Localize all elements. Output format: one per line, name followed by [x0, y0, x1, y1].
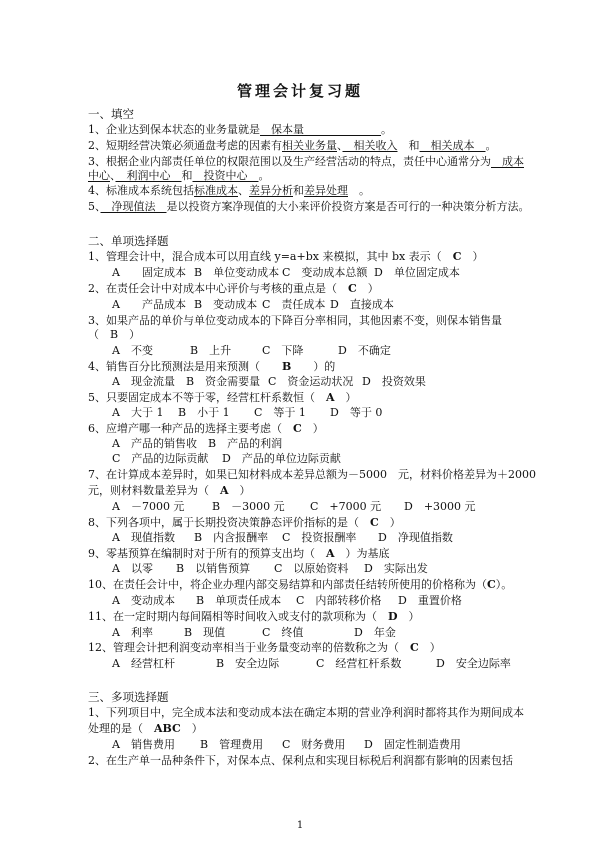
option-c: C 等于 1	[254, 406, 306, 419]
single-question-6	[88, 422, 324, 436]
answer: D	[388, 610, 398, 623]
fill-question-4	[88, 184, 370, 198]
option-a: A 现金流量	[112, 375, 175, 388]
option-a: A 现值指数	[112, 531, 175, 544]
option-d: D 不确定	[338, 344, 391, 357]
q-text: 12、管理会计把利润变动率相当于业务量变动率的倍数称之为（	[88, 641, 399, 654]
option-a: A 利率	[112, 626, 153, 639]
q-text: ）	[312, 422, 324, 435]
answer: C	[293, 422, 302, 435]
q-text: 4、销售百分比预测法是用来预测（	[88, 360, 260, 373]
fill-question-1	[88, 123, 392, 137]
option-b: B 上升	[190, 344, 232, 357]
q-text: 1、企业达到保本状态的业务量就是	[88, 123, 260, 136]
option-c: C 投资报酬率	[282, 531, 357, 544]
option-b: B 资金需要量	[186, 375, 261, 388]
single-question-3: 3、如果产品的单价与单位变动成本的下降百分率相同，其他因素不变，则保本销售量	[88, 314, 502, 327]
q-text: ）	[408, 610, 420, 623]
option-c: C 责任成本	[262, 298, 326, 311]
q-text: 11、在一定时期内每间隔相等时间收入或支付的款项称为（	[88, 610, 377, 623]
answer-text: 成本	[502, 155, 524, 168]
option-a: A 经营杠杆	[112, 657, 175, 670]
option-c: C 资金运动状况	[268, 375, 354, 388]
option-a: A 不变	[112, 344, 153, 357]
answer: B	[282, 360, 292, 373]
q-text: 元，则材料数量差异为（	[88, 484, 209, 497]
answer-text: 净现值法	[111, 200, 156, 213]
q-text: 、	[238, 184, 249, 197]
option-b: B 现值	[184, 626, 226, 639]
q-text: 2、短期经营决策必须通盘考虑的因素有	[88, 139, 282, 152]
answer	[193, 169, 259, 182]
single-question-7-line-1: 7、在计算成本差异时，如果已知材料成本差异总额为－5000 元，材料价格差异为＋2000	[88, 468, 536, 481]
answer-blank	[260, 123, 381, 136]
q-text: ）。	[495, 578, 513, 591]
option-b: B 变动成本	[194, 298, 258, 311]
q-text: 2、在责任会计中对成本中心评价与考核的重点是（	[88, 282, 337, 295]
option-c: C 内部转移价格	[296, 594, 382, 607]
q-text: 4、标准成本系统包括	[88, 184, 194, 197]
single-question-7-line-2	[88, 484, 251, 498]
answer-text: 投资中心	[203, 169, 248, 182]
answer	[343, 139, 398, 152]
option-b: B －3000 元	[212, 500, 285, 513]
answer: 标准成本	[194, 184, 238, 197]
single-question-10	[88, 578, 512, 592]
q-text: ）为基底	[345, 547, 390, 560]
page-number: 1	[296, 820, 304, 831]
answer	[101, 200, 167, 213]
answer	[420, 139, 486, 152]
q-text: 10、在责任会计中，将企业办理内部交易结算和内部责任结转所使用的价格称为（	[88, 578, 487, 591]
option-a: A 固定成本	[112, 266, 186, 279]
option-d: D 直接成本	[330, 298, 394, 311]
single-question-4	[88, 360, 335, 374]
fill-question-3-line-1	[88, 155, 524, 169]
answer	[116, 169, 182, 182]
q-text: ）	[191, 722, 203, 735]
option-b: B 产品的利润	[208, 437, 283, 450]
section-heading-single-choice: 二、单项选择题	[88, 234, 169, 248]
q-text: ）	[472, 250, 484, 263]
q-text: ）	[389, 516, 401, 529]
option-d: D 固定性制造费用	[364, 738, 461, 751]
q-text: 9、零基预算在编制时对于所有的预算支出均（	[88, 547, 315, 560]
fill-question-2	[88, 139, 497, 153]
option-b: B 小于 1	[178, 406, 230, 419]
multi-question-2-line-1: 2、在生产单一品种条件下，对保本点、保利点和实现目标税后利润都有影响的因素包括	[88, 754, 513, 767]
option-b: B 管理费用	[200, 738, 264, 751]
q-text: 、	[110, 169, 116, 182]
q-text: 6、应增产哪一种产品的选择主要考虑（	[88, 422, 282, 435]
option-a: A 变动成本	[112, 594, 175, 607]
q-text: ）的	[313, 360, 336, 373]
multi-question-1-line-1: 1、下列项目中，完全成本法和变动成本法在确定本期的营业净利润时都将其作为期间成本	[88, 706, 524, 719]
multi-question-1-line-2	[88, 722, 203, 736]
answer: 中心	[88, 169, 110, 182]
single-question-11	[88, 610, 420, 624]
answer: C	[487, 578, 496, 591]
single-question-8	[88, 516, 401, 530]
option-c: C 产品的边际贡献	[112, 452, 209, 465]
option-d: D 实际出发	[364, 562, 428, 575]
option-c: C 经营杠杆系数	[316, 657, 402, 670]
page-title: 管理会计复习题	[236, 82, 363, 100]
single-question-2	[88, 282, 379, 296]
q-text: ）	[345, 391, 357, 404]
q-text: 5、只要固定成本不等于零，经营杠杆系数恒（	[88, 391, 315, 404]
option-d: D 投资效果	[362, 375, 426, 388]
option-d: D 重置价格	[398, 594, 462, 607]
q-text: 3、根据企业内部责任单位的权限范围以及生产经营活动的特点，责任中心通常分为	[88, 155, 491, 168]
option-c: C 终值	[262, 626, 304, 639]
section-heading-fill-in: 一、填空	[88, 107, 134, 121]
answer: C	[452, 250, 462, 263]
option-c: C 下降	[262, 344, 304, 357]
q-text: 5、	[88, 200, 101, 213]
option-d: D 年金	[354, 626, 396, 639]
answer: 差异分析	[249, 184, 293, 197]
q-text: 和	[293, 184, 304, 197]
single-question-9	[88, 547, 390, 561]
q-text: 1、管理会计中，混合成本可以用直线 y=a+bx 来模拟，其中 bx 表示（	[88, 250, 442, 263]
section-heading-multiple-choice: 三、多项选择题	[88, 690, 169, 704]
option-b: B 单位变动成本	[194, 266, 280, 279]
single-question-12	[88, 641, 441, 655]
q-text: 和	[408, 139, 420, 152]
q-text: 8、下列各项中，属于长期投资决策静态评价指标的是（	[88, 516, 359, 529]
answer-text: 利润中心	[126, 169, 171, 182]
option-d: D 产品的单位边际贡献	[222, 452, 341, 465]
q-text: 。	[359, 184, 370, 197]
answer: 相关业务量	[282, 139, 337, 152]
q-text: 是以投资方案净现值的大小来评价投资方案是否可行的一种决策分析方法。	[166, 200, 530, 213]
answer: ABC	[154, 722, 181, 735]
option-b: B 单项责任成本	[196, 594, 282, 607]
option-d: D 安全边际率	[436, 657, 511, 670]
q-text: 处理的是（	[88, 722, 143, 735]
option-a: A 产品的销售收	[112, 437, 197, 450]
option-a: A 产品成本	[112, 298, 186, 311]
option-b: B 安全边际	[216, 657, 280, 670]
answer: C	[410, 641, 419, 654]
answer-text: 相关收入	[353, 139, 398, 152]
single-question-5	[88, 391, 357, 405]
answer: 差异处理	[304, 184, 348, 197]
option-a: A 大于 1	[112, 406, 164, 419]
fill-question-3-line-2: 中心、 利润中心 和 投资中心 。	[88, 169, 270, 182]
option-c: C 以原始资料	[274, 562, 349, 575]
option-b: B 内含报酬率	[194, 531, 269, 544]
answer-text: 相关成本	[430, 139, 475, 152]
q-text: ）	[239, 484, 251, 497]
option-a: A －7000 元	[112, 500, 185, 513]
answer: C	[348, 282, 357, 295]
answer: 保本量	[271, 123, 304, 136]
q-text: 。	[381, 123, 392, 136]
answer: A	[326, 547, 335, 560]
option-a: A 销售费用	[112, 738, 175, 751]
option-d: D 净现值指数	[378, 531, 453, 544]
single-question-1	[88, 250, 483, 264]
answer: A	[326, 391, 335, 404]
q-text: ）	[367, 282, 379, 295]
option-c: C 财务费用	[282, 738, 346, 751]
option-d: D +3000 元	[404, 500, 476, 513]
option-d: D 等于 0	[330, 406, 383, 419]
option-b: B 以销售预算	[176, 562, 251, 575]
q-text: 。	[258, 169, 270, 182]
answer	[491, 155, 524, 168]
answer: C	[370, 516, 379, 529]
option-d: D 单位固定成本	[374, 266, 460, 279]
q-text: 、	[337, 139, 343, 152]
option-a: A 以零	[112, 562, 153, 575]
fill-question-5	[88, 200, 530, 214]
option-c: C +7000 元	[310, 500, 382, 513]
option-c: C 变动成本总额	[282, 266, 368, 279]
q-text: ）	[429, 641, 441, 654]
answer: A	[220, 484, 229, 497]
q-text: 。	[485, 139, 497, 152]
single-question-3-answer: （ B ）	[88, 328, 141, 341]
